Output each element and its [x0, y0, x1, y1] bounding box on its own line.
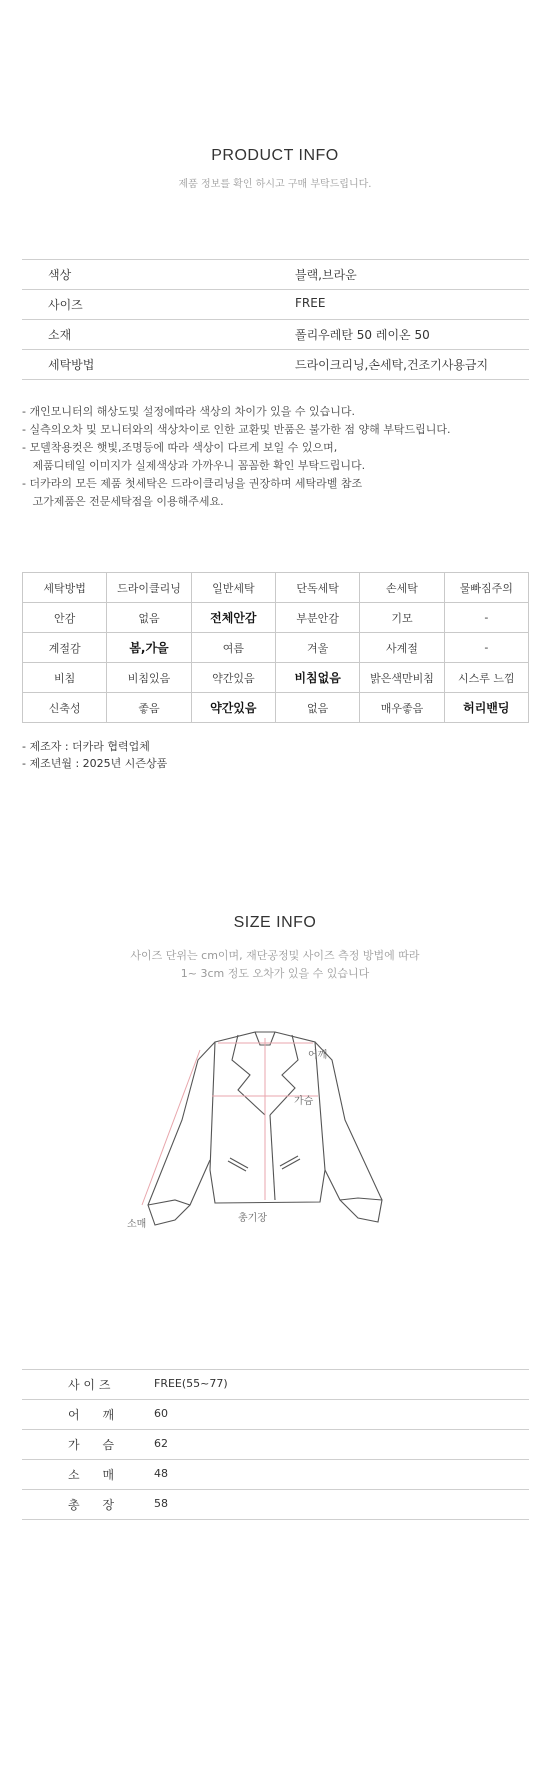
size-label-length: 총 장: [68, 1498, 115, 1512]
feature-cell: 겨울: [275, 633, 359, 663]
feature-row-label: 안감: [23, 603, 107, 633]
feature-header-cell: 일반세탁: [191, 573, 275, 603]
notice-item: 고가제품은 전문세탁점을 이용해주세요.: [22, 495, 224, 508]
sleeve-measure-line: [142, 1050, 200, 1205]
feature-table: [22, 572, 529, 723]
feature-cell: 비침없음: [275, 663, 359, 693]
feature-cell: 사계절: [360, 633, 444, 663]
manufacturer-note: - 제조자 : 더카라 협력업체: [22, 740, 150, 753]
notice-list: [22, 403, 532, 511]
feature-header-cell: 손세탁: [360, 573, 444, 603]
info-value-size: FREE: [295, 296, 326, 310]
info-value-wash: 드라이크리닝,손세탁,건조기사용금지: [295, 358, 489, 372]
size-info-title: SIZE INFO: [233, 914, 317, 931]
size-divider: [22, 1489, 529, 1490]
size-label-sleeve: 소 매: [68, 1468, 115, 1482]
notice-item: - 모델착용컷은 햇빛,조명등에 따라 색상이 다르게 보일 수 있으며,: [22, 441, 338, 454]
feature-row-label: 계절감: [23, 633, 107, 663]
size-divider: [22, 1429, 529, 1430]
size-value-chest: 62: [154, 1437, 168, 1450]
feature-row-season: [23, 633, 529, 663]
manufacture-date-note: - 제조년월 : 2025년 시즌상품: [22, 757, 168, 770]
info-label-material: 소재: [48, 328, 72, 342]
feature-row-stretch: [23, 693, 529, 723]
info-divider: [22, 259, 529, 260]
size-info-subtitle: 1~ 3cm 정도 오차가 있을 수 있습니다: [180, 967, 370, 980]
info-value-color: 블랙,브라운: [295, 268, 357, 282]
notice-item: - 개인모니터의 해상도및 설정에따라 색상의 차이가 있을 수 있습니다.: [22, 405, 355, 418]
feature-header-cell: 물빠짐주의: [444, 573, 528, 603]
chest-label: 가슴: [294, 1096, 314, 1107]
measure-lines: [142, 1038, 318, 1205]
feature-header-row: [23, 573, 529, 603]
info-divider: [22, 349, 529, 350]
feature-cell: 봄,가을: [107, 633, 191, 663]
feature-header-cell: 드라이클리닝: [107, 573, 191, 603]
size-divider: [22, 1369, 529, 1370]
feature-row-sheer: [23, 663, 529, 693]
feature-cell: 부분안감: [275, 603, 359, 633]
feature-cell: -: [444, 633, 528, 663]
size-value-shoulder: 60: [154, 1407, 168, 1420]
feature-header-cell: 세탁방법: [23, 573, 107, 603]
feature-cell: 매우좋음: [360, 693, 444, 723]
feature-cell: 전체안감: [191, 603, 275, 633]
size-label-chest: 가 슴: [68, 1438, 115, 1452]
feature-row-lining: [23, 603, 529, 633]
size-divider: [22, 1519, 529, 1520]
size-value-size: FREE(55~77): [154, 1377, 228, 1390]
feature-cell: -: [444, 603, 528, 633]
size-divider: [22, 1459, 529, 1460]
feature-cell: 없음: [107, 603, 191, 633]
feature-row-label: 비침: [23, 663, 107, 693]
length-label: 총기장: [238, 1213, 267, 1224]
feature-row-label: 신축성: [23, 693, 107, 723]
info-label-wash: 세탁방법: [48, 358, 95, 372]
feature-cell: 밝은색만비침: [360, 663, 444, 693]
feature-cell: 비침있음: [107, 663, 191, 693]
feature-header-cell: 단독세탁: [275, 573, 359, 603]
feature-cell: 약간있음: [191, 693, 275, 723]
feature-cell: 없음: [275, 693, 359, 723]
size-info-subtitle: 사이즈 단위는 cm이며, 재단공정및 사이즈 측정 방법에 따라: [130, 949, 420, 962]
size-label-size: 사 이 즈: [68, 1378, 111, 1392]
product-info-title: PRODUCT INFO: [211, 147, 339, 164]
feature-cell: 약간있음: [191, 663, 275, 693]
size-label-shoulder: 어 깨: [68, 1408, 115, 1422]
product-info-subtitle: 제품 정보를 확인 하시고 구매 부탁드립니다.: [178, 179, 372, 190]
info-divider: [22, 289, 529, 290]
feature-cell: 허리밴딩: [444, 693, 528, 723]
info-label-size: 사이즈: [48, 298, 83, 312]
info-value-material: 폴리우레탄 50 레이온 50: [295, 328, 430, 342]
feature-cell: 시스루 느낌: [444, 663, 528, 693]
notice-item: - 더카라의 모든 제품 첫세탁은 드라이클리닝을 권장하며 세탁라벨 참조: [22, 477, 363, 490]
info-divider: [22, 379, 529, 380]
size-value-length: 58: [154, 1497, 168, 1510]
size-value-sleeve: 48: [154, 1467, 168, 1480]
notice-item: 제품디테일 이미지가 실제색상과 가까우니 꼼꼼한 확인 부탁드립니다.: [22, 459, 366, 472]
info-divider: [22, 319, 529, 320]
size-divider: [22, 1399, 529, 1400]
notice-item: - 실측의오차 및 모니터와의 색상차이로 인한 교환및 반품은 불가한 점 양해 부탁드립니다.: [22, 423, 451, 436]
feature-cell: 기모: [360, 603, 444, 633]
feature-cell: 여름: [191, 633, 275, 663]
shoulder-label: 어깨: [308, 1050, 328, 1061]
sleeve-label: 소매: [127, 1219, 147, 1230]
feature-cell: 좋음: [107, 693, 191, 723]
jacket-measure-diagram: [120, 1020, 420, 1240]
info-label-color: 색상: [48, 268, 72, 282]
